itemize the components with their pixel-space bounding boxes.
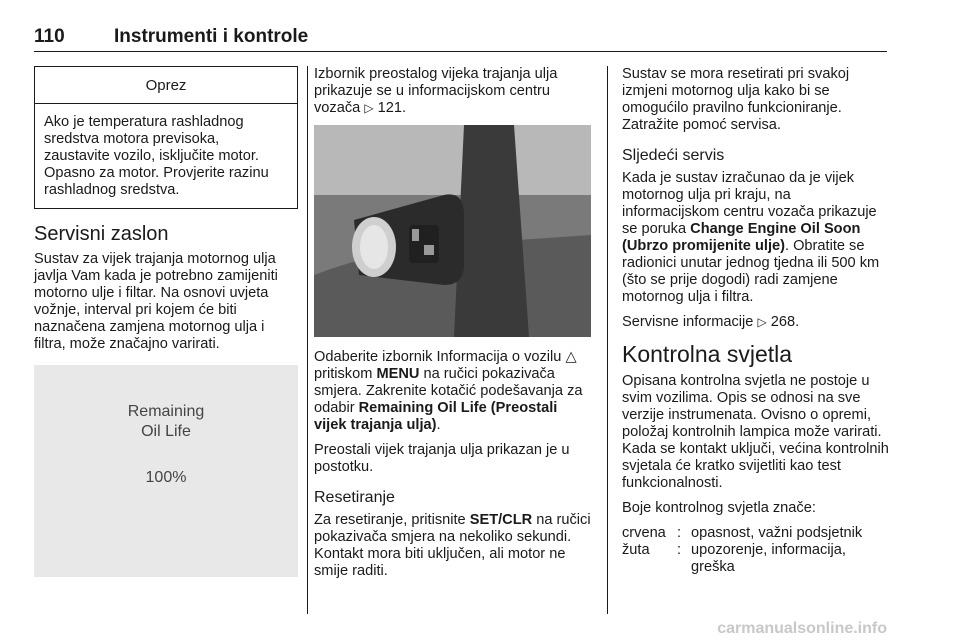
car-icon: △ — [565, 349, 577, 365]
caution-box — [34, 66, 298, 209]
turn-signal-lever-photo — [314, 125, 591, 337]
reset-text-b: na ručici pokazivača smjera na nekoliko sekundi. Kontakt mora biti uključen, ali motor ne smije raditi. — [314, 512, 591, 579]
column-separator — [307, 66, 308, 614]
next-service-text-b: . Obratite se radionici unutar jednog tjedna ili 500 km (što se prije dogodi) radi zamjene motornog ulja i filtra. — [622, 238, 880, 305]
caution-text: Ako je temperatura rashladnog sredstva motora previsoka, zaustavite vozilo, isključite motor. Opasno za motor. Provjerite razinu rashladnog sredstva. — [44, 114, 269, 198]
next-service-paragraph — [622, 170, 890, 306]
lever-illustration — [314, 125, 591, 337]
list-item — [622, 525, 890, 542]
color-meaning: upozorenje, informacija, greška — [691, 542, 846, 575]
select-menu-text-c: na ručici pokazivača smjera. Zakrenite kotačić podešavanja za odabir — [314, 366, 583, 416]
display-line-1: Remaining — [127, 403, 205, 420]
percent-paragraph: Preostali vijek trajanja ulja prikazan je u postotku. — [314, 442, 570, 475]
column-separator — [607, 66, 608, 614]
chapter-title: Instrumenti i kontrole — [114, 26, 309, 47]
select-menu-text-a: Odaberite izbornik Informacija o vozilu — [314, 349, 562, 365]
display-value: 100% — [145, 469, 187, 486]
color-separator: : — [677, 525, 682, 541]
select-menu-text-b: pritiskom — [314, 366, 373, 382]
warning-lights-paragraph: Opisana kontrolna svjetla ne postoje u svim vozilima. Opis se odnosi na sve verzije instrumenata. Ovisno o opremi, položaj kontrolnih lampica može varirati. Kada se kontakt uključi, većina kontrolnih svjetala će kratko svijetliti kao test funkcionalnosti. — [622, 373, 889, 491]
column-3 — [622, 66, 890, 576]
color-legend — [622, 525, 890, 576]
next-service-text-a: Kada je sustav izračunao da je vijek motornog ulja pri kraju, na informacijskom centru vozača prikazuje se poruka — [622, 170, 877, 237]
menu-key: MENU — [376, 366, 420, 382]
column-1 — [34, 66, 298, 577]
header-rule — [34, 51, 887, 52]
reset-paragraph — [314, 512, 591, 580]
select-menu-text-end: . — [436, 417, 441, 433]
page-number: 110 — [34, 26, 65, 47]
color-separator: : — [677, 542, 682, 558]
colors-intro: Boje kontrolnog svjetla znače: — [622, 500, 816, 516]
caution-title: Oprez — [35, 67, 297, 104]
service-info-text: Servisne informacije — [622, 314, 754, 330]
menu-paragraph — [314, 66, 591, 117]
display-line-2: Oil Life — [141, 423, 191, 440]
menu-paragraph-text: Izbornik preostalog vijeka trajanja ulja prikazuje se u informacijskom centru vozača — [314, 66, 558, 116]
column-2 — [314, 66, 591, 588]
section-heading-warning-lights: Kontrolna svjetla — [622, 341, 793, 367]
section-heading-reset: Resetiranje — [314, 489, 395, 506]
page-ref: 268. — [770, 314, 800, 330]
oil-life-display-illustration — [34, 365, 298, 577]
section-heading-next-service: Sljedeći servis — [622, 147, 725, 164]
color-name: žuta — [622, 542, 650, 558]
reset-note-paragraph: Sustav se mora resetirati pri svakoj izmjeni motornog ulja kako bi se omogućilo pravilno funkcioniranje. Zatražite pomoć servisa. — [622, 66, 850, 133]
list-item — [622, 542, 890, 576]
service-display-paragraph: Sustav za vijek trajanja motornog ulja javlja Vam kada je potrebno zamijeniti motorno ulje i filtar. Na osnovi uvjeta vožnje, interval pri kojem će biti naznačena zamjena motornog ulja i filtra, može značajno varirati. — [34, 251, 278, 352]
service-info-paragraph — [622, 314, 890, 331]
set-clr-key: SET/CLR — [469, 512, 533, 528]
page-ref-icon: ▷ — [364, 101, 374, 115]
reset-text-a: Za resetiranje, pritisnite — [314, 512, 466, 528]
watermark: carmanualsonline.info — [717, 620, 887, 637]
select-menu-paragraph — [314, 349, 591, 434]
page-ref: 121. — [377, 100, 407, 116]
page-header — [34, 26, 308, 48]
color-meaning: opasnost, važni podsjetnik — [691, 525, 863, 541]
menu-item-name: Remaining Oil Life (Preostali vijek trajanja ulja) — [314, 400, 558, 433]
color-name: crvena — [622, 525, 666, 541]
change-oil-message: Change Engine Oil Soon (Ubrzo promijenite ulje) — [622, 221, 861, 254]
section-heading-service-display: Servisni zaslon — [34, 223, 169, 245]
page-ref-icon: ▷ — [757, 315, 767, 329]
